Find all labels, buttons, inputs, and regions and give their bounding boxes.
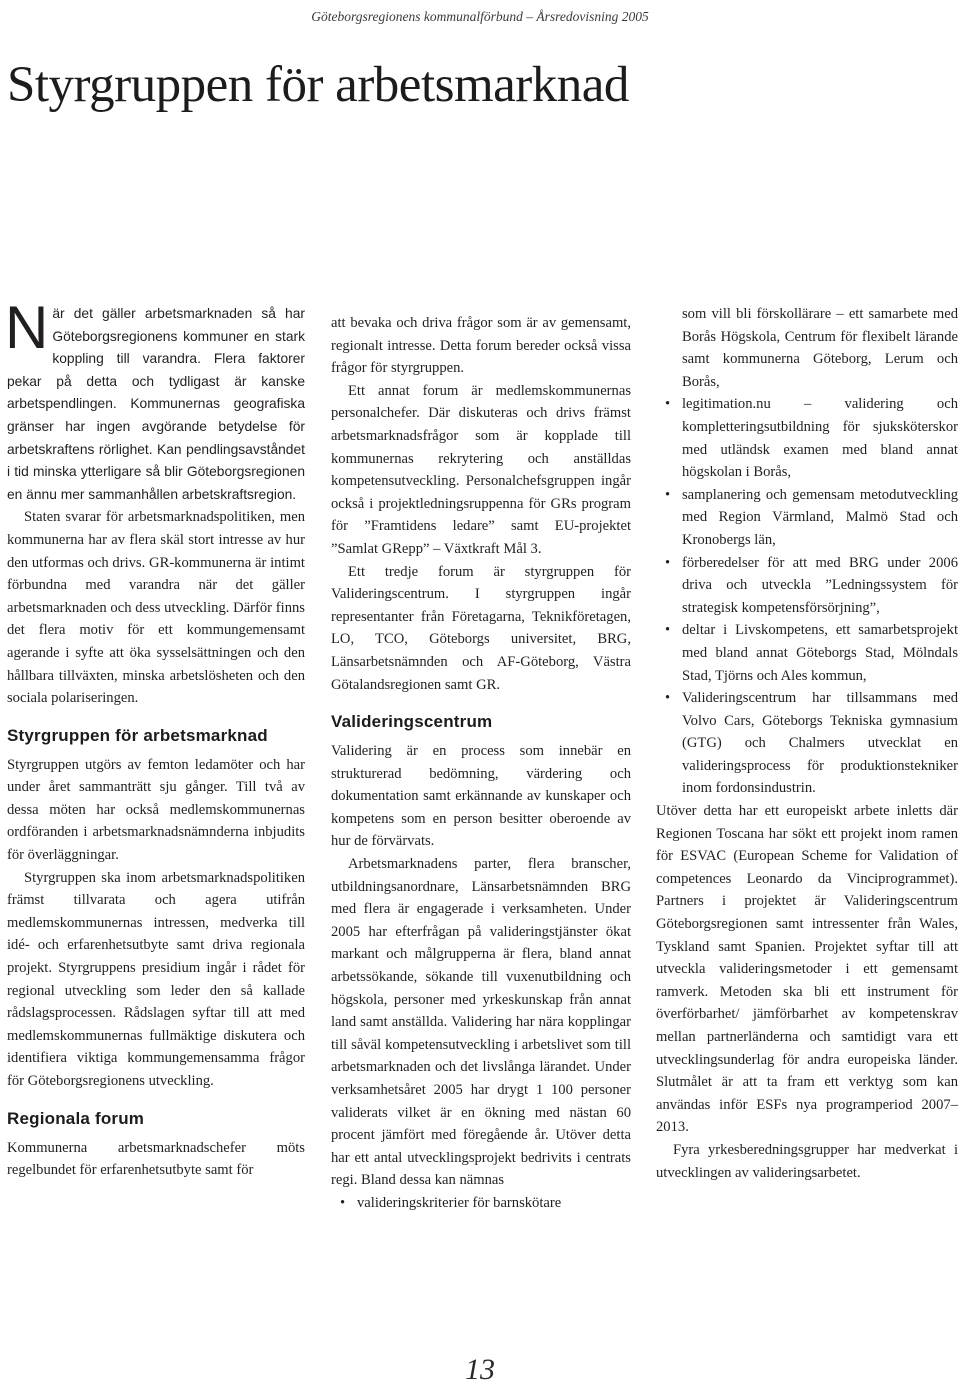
running-header: Göteborgsregionens kommunalförbund – Årsredovisning 2005: [311, 9, 649, 24]
section-heading: Regionala forum: [7, 1108, 145, 1128]
column-1: [5, 294, 305, 1182]
paragraph: Staten svarar för arbetsmarknadspolitiken, men kommunerna har av flera skäl stort intresse av hur den utformas och drivs. GR-kommunerna är intimt förbundna med varandra när det gäller arbetsmarknaden och dess utveckling. Därför finns det flera motiv för ett kommungemensamt agerande i syfte att öka sysselsättningen och den hållbara tillväxten, minska arbetslösheten och den sociala polariseringen.: [7, 509, 305, 707]
paragraph: Arbetsmarknadens parter, flera branscher, utbildningsanordnare, Länsarbetsnämnden BRG med flera är engagerade i verksamheten. Under 2005 har efterfrågan på valideringstjänster ökat markant och målgrupperna är flera, bland annat arbetssökande, sökande till vuxenutbildning och högskola, personer med yrkeskunskap från annat land samt anställda. Validering har nära kopplingar till såväl kompetensutveckling i arbetslivet som till arbetsmarknaden och det livslånga lärandet. Under verksamhetsåret 2005 har drygt 1 100 personer validerats vilket är en ökning med nästan 60 procent jämfört med föregående år. Utöver detta har ett antal utvecklingsprojekt bedrivits i centrats regi. Bland dessa kan nämnas: [331, 856, 631, 1189]
column-2: [331, 312, 631, 1215]
drop-cap: N: [5, 294, 49, 361]
list-item: • samplanering och gemensam metodutveckling med Region Värmland, Malmö Stad och Kronobergs län,: [656, 484, 958, 552]
paragraph: Utöver detta har ett europeiskt arbete inletts där Regionen Toscana har sökt ett projekt inom ramen för ESVAC (European Scheme for Validation of competences Leonardo da Vinciprogrammet). Partners i projektet är Valideringscentrum Göteborgsregionen samt intressenter från Wales, Tyskland samt Spanien. Projektet syftar till att utveckla valideringsmetoder i ett gemensamt ramverk. Metoden ska bli ett instrument för överförbarhet/ jämförbarhet av kompetenskrav mellan partnerländerna och samtidigt vara ett utvecklingsunderlag för andra europeiska länder. Slutmålet är att ta fram ett verktyg som kan användas inför ESFs nya programperiod 2007–2013.: [656, 803, 958, 1136]
section-heading: Valideringscentrum: [331, 712, 493, 732]
intro-text: är det gäller arbetsmarknaden så har Göteborgsregionens kommuner en stark koppling till varandra. Flera faktorer pekar på detta och tydligast är kanske arbetspendlingen. Kommunernas geografiska gränser har ingen avgörande betydelse för arbetskraftens rörlighet. Kan pendlingsavståndet i tid minska ytterligare så blir Göteborgsregionen en ännu mer sammanhållen arbetskraftsregion.: [7, 306, 305, 502]
paragraph: Ett annat forum är medlemskommunernas personalchefer. Där diskuteras och drivs främst arbetsmarknadsfrågor som är kopplade till kommunernas rekrytering och anställdas kompetensutveckling. Personalchefsgruppen ingår också i projektledningsruppenna för GRs program för ”Framtidens ledare” samt EU-projektet ”Samlat GRepp” – Växtkraft Mål 3.: [331, 382, 631, 557]
list-item-continuation: som vill bli förskollärare – ett samarbete med Borås Högskola, Centrum för flexibelt lärande samt kommunerna Göteborg, Lerum och Borås,: [682, 306, 958, 390]
list-item: • Valideringscentrum har tillsammans med Volvo Cars, Göteborgs Tekniska gymnasium (GTG) och Chalmers utvecklat en valideringsprocess för produktionstekniker inom fordonsindustrin.: [656, 687, 958, 800]
list-item: • deltar i Livskompetens, ett samarbetsprojekt med bland annat Göteborgs Stad, Mölndals Stad, Tjörns och Ales kommun,: [656, 619, 958, 687]
column-3: [656, 303, 958, 1184]
paragraph: Ett tredje forum är styrgruppen för Valideringscentrum. I styrgruppen ingår representanter från Företagarna, Teknikföretagen, LO, TCO, Göteborgs universitet, BRG, Länsarbetsnämnden och AF-Göteborg, Västra Götalandsregionen samt GR.: [331, 563, 631, 693]
list-item: • valideringskriterier för barnskötare: [331, 1192, 631, 1215]
bullet-list: [656, 303, 958, 800]
paragraph: Validering är en process som innebär en strukturerad bedömning, värdering och dokumentation samt erkännande av kunskaper och kompetens som en person besitter oberoende av hur de förvärvats.: [331, 743, 631, 850]
list-item: • legitimation.nu – validering och kompletteringsutbildning för sjuksköterskor med utländsk examen med bland annat högskolan i Borås,: [656, 393, 958, 483]
bullet-list: [331, 1192, 631, 1215]
paragraph: Styrgruppen utgörs av femton ledamöter och har under året sammanträtt sju gånger. Till två av dessa möten har också medlemskommunernas ordföranden i arbetsmarknadsnämnderna inbjudits för överläggningar.: [7, 756, 305, 864]
page-title: Styrgruppen för arbetsmarknad: [7, 57, 629, 113]
list-item: • förberedelser för att med BRG under 2006 driva och utveckla ”Ledningssystem för strategisk kompetensförsörjning”,: [656, 552, 958, 620]
paragraph: Styrgruppen ska inom arbetsmarknadspolitiken främst tillvarata och agera utifrån medlemskommunernas intressen, medverka till idé- och erfarenhetsutbyte samt driva regionala projekt. Styrgruppens presidium ingår i rådet för regional utveckling som leder den så kallade rådslagsprocessen. Rådslagen syftar till att med medlemskommunernas fullmäktige diskutera och identifiera viktiga kommungemensamma frågor för Göteborgsregionens utveckling.: [7, 869, 305, 1089]
paragraph: Kommunerna arbetsmarknadschefer möts regelbundet för erfarenhetsutbyte samt för: [7, 1139, 305, 1179]
paragraph: att bevaka och driva frågor som är av gemensamt, regionalt intresse. Detta forum bereder också vissa frågor för styrgruppen.: [331, 315, 631, 377]
intro-paragraph: [5, 294, 305, 506]
page-number: 13: [465, 1353, 495, 1386]
section-heading: Styrgruppen för arbetsmarknad: [7, 725, 268, 745]
paragraph: Fyra yrkesberedningsgrupper har medverkat i utvecklingen av valideringsarbetet.: [656, 1141, 958, 1181]
